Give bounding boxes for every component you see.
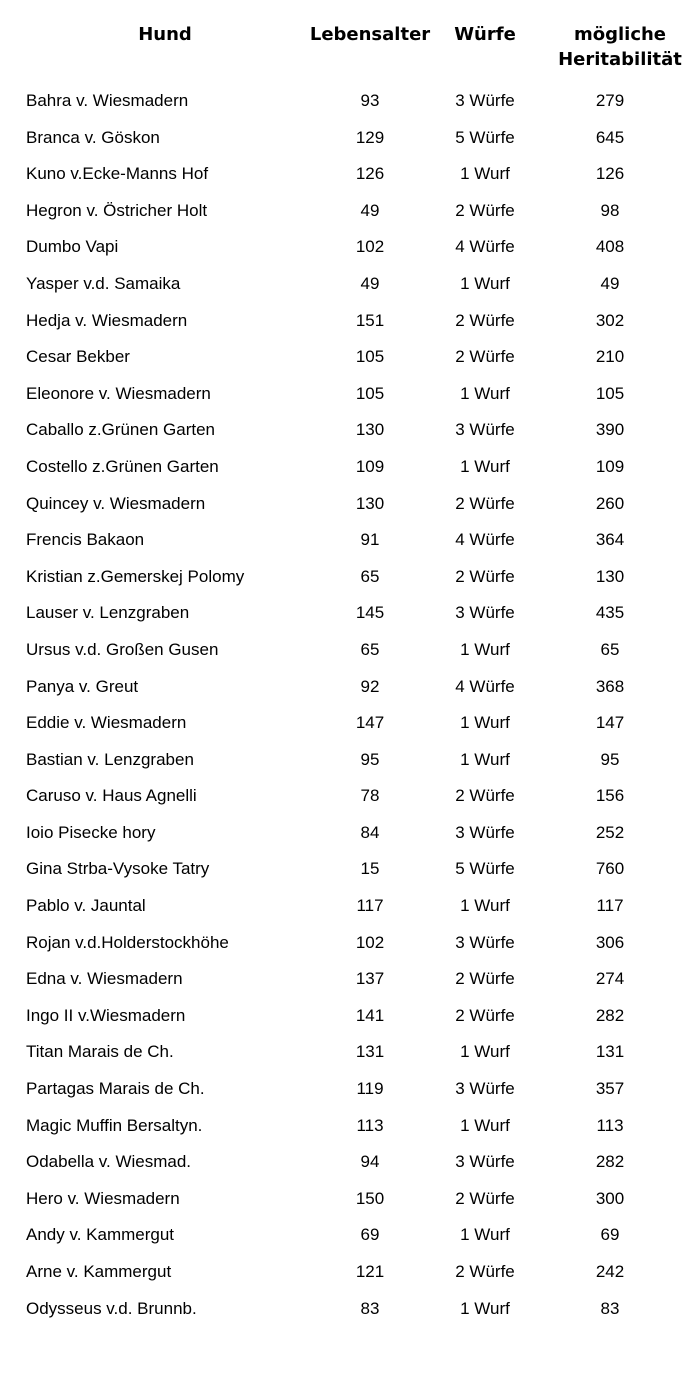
cell-litters: 1 Wurf xyxy=(460,1042,510,1062)
table-row xyxy=(0,741,700,778)
table-row xyxy=(0,1253,700,1290)
cell-heritability: 300 xyxy=(595,1188,625,1208)
column-header-litters: Würfe xyxy=(454,24,516,45)
table-row xyxy=(0,558,700,595)
cell-heritability: 98 xyxy=(600,200,620,220)
cell-name: Quincey v. Wiesmadern xyxy=(26,493,206,513)
cell-litters: 1 Wurf xyxy=(460,456,510,476)
cell-age: 119 xyxy=(356,1079,384,1099)
cell-age: 49 xyxy=(360,200,380,220)
cell-name: Cesar Bekber xyxy=(26,347,130,367)
cell-age: 145 xyxy=(355,603,385,623)
cell-name: Eleonore v. Wiesmadern xyxy=(26,383,211,403)
cell-age: 121 xyxy=(355,1262,385,1281)
cell-age: 94 xyxy=(360,1152,380,1172)
cell-litters: 1 Wurf xyxy=(460,639,510,659)
cell-heritability: 105 xyxy=(595,383,625,403)
cell-name: Panya v. Greut xyxy=(26,676,139,696)
cell-age: 105 xyxy=(355,347,385,367)
cell-heritability: 368 xyxy=(595,676,625,696)
cell-heritability: 131 xyxy=(595,1042,625,1062)
cell-age: 126 xyxy=(355,164,385,184)
cell-age: 131 xyxy=(355,1042,385,1062)
cell-name: Hero v. Wiesmadern xyxy=(26,1188,180,1208)
cell-heritability: 147 xyxy=(595,713,625,733)
cell-heritability: 130 xyxy=(595,566,625,586)
cell-name: Kristian z.Gemerskej Polomy xyxy=(26,566,245,586)
cell-name: Titan Marais de Ch. xyxy=(26,1042,174,1062)
table-row xyxy=(0,668,700,705)
cell-name: Caruso v. Haus Agnelli xyxy=(26,786,197,806)
cell-name: Bastian v. Lenzgraben xyxy=(26,749,194,769)
cell-name: Odysseus v.d. Brunnb. xyxy=(26,1298,197,1318)
cell-name: Arne v. Kammergut xyxy=(26,1262,172,1281)
table-row xyxy=(0,82,700,119)
cell-name: Eddie v. Wiesmadern xyxy=(26,713,187,733)
cell-age: 92 xyxy=(360,676,380,696)
cell-heritability: 156 xyxy=(595,786,625,806)
cell-litters: 3 Würfe xyxy=(455,932,515,952)
column-header-heritability-line2: Heritabilität xyxy=(558,49,682,70)
cell-name: Yasper v.d. Samaika xyxy=(26,273,181,293)
cell-name: Pablo v. Jauntal xyxy=(26,896,146,916)
cell-name: Hedja v. Wiesmadern xyxy=(26,310,188,330)
cell-heritability: 282 xyxy=(595,1005,625,1025)
cell-age: 105 xyxy=(355,383,385,403)
cell-age: 129 xyxy=(355,127,385,147)
cell-age: 69 xyxy=(360,1225,380,1245)
cell-heritability: 210 xyxy=(595,347,625,367)
cell-age: 95 xyxy=(360,749,380,769)
table-row xyxy=(0,448,700,485)
cell-litters: 1 Wurf xyxy=(460,749,510,769)
cell-litters: 1 Wurf xyxy=(460,896,510,916)
cell-heritability: 279 xyxy=(595,91,625,110)
cell-litters: 3 Würfe xyxy=(455,1152,515,1172)
table-row xyxy=(0,411,700,448)
cell-litters: 4 Würfe xyxy=(455,676,515,696)
cell-age: 147 xyxy=(355,713,385,733)
cell-litters: 5 Würfe xyxy=(455,127,515,147)
cell-heritability: 282 xyxy=(595,1152,625,1172)
table-row xyxy=(0,631,700,668)
cell-litters: 3 Würfe xyxy=(455,603,515,623)
column-header-name: Hund xyxy=(138,24,192,45)
cell-litters: 1 Wurf xyxy=(460,1225,510,1245)
cell-age: 65 xyxy=(360,566,380,586)
table-row xyxy=(0,1107,700,1144)
cell-heritability: 69 xyxy=(600,1225,620,1245)
column-header-heritability-line1: mögliche xyxy=(573,24,667,45)
cell-name: Frencis Bakaon xyxy=(26,530,145,550)
table-row xyxy=(0,1290,700,1327)
cell-name: Bahra v. Wiesmadern xyxy=(26,91,189,110)
table-row xyxy=(0,850,700,887)
cell-age: 49 xyxy=(360,273,380,293)
table-row xyxy=(0,887,700,924)
cell-age: 102 xyxy=(355,237,385,257)
cell-name: Ioio Pisecke hory xyxy=(26,822,156,842)
table-row xyxy=(0,997,700,1034)
cell-heritability: 390 xyxy=(595,420,625,440)
cell-age: 83 xyxy=(360,1298,380,1318)
cell-litters: 1 Wurf xyxy=(460,1298,510,1318)
cell-heritability: 252 xyxy=(595,822,625,842)
table-row xyxy=(0,485,700,522)
cell-name: Magic Muffin Bersaltyn. xyxy=(26,1115,203,1135)
table-row xyxy=(0,777,700,814)
table-row xyxy=(0,1180,700,1217)
table-row xyxy=(0,302,700,339)
table-row xyxy=(0,1033,700,1070)
cell-litters: 1 Wurf xyxy=(460,1115,510,1135)
table-row xyxy=(0,265,700,302)
cell-age: 78 xyxy=(360,786,380,806)
table-row xyxy=(0,924,700,961)
cell-heritability: 274 xyxy=(595,969,625,989)
table-row xyxy=(0,704,700,741)
table-row xyxy=(0,1216,700,1253)
cell-litters: 4 Würfe xyxy=(455,530,515,550)
table-row xyxy=(0,155,700,192)
cell-age: 91 xyxy=(360,530,380,550)
cell-litters: 2 Würfe xyxy=(455,566,515,586)
cell-name: Partagas Marais de Ch. xyxy=(26,1079,205,1099)
cell-name: Lauser v. Lenzgraben xyxy=(26,603,190,623)
cell-litters: 3 Würfe xyxy=(455,1079,515,1099)
cell-litters: 2 Würfe xyxy=(455,1262,515,1281)
cell-heritability: 435 xyxy=(595,603,625,623)
cell-litters: 2 Würfe xyxy=(455,200,515,220)
cell-name: Dumbo Vapi xyxy=(26,237,119,257)
cell-litters: 1 Wurf xyxy=(460,383,510,403)
cell-name: Rojan v.d.Holderstockhöhe xyxy=(26,932,229,952)
cell-litters: 5 Würfe xyxy=(455,859,515,879)
cell-name: Ingo II v.Wiesmadern xyxy=(26,1005,186,1025)
cell-heritability: 357 xyxy=(595,1079,625,1099)
cell-heritability: 65 xyxy=(600,639,620,659)
cell-age: 84 xyxy=(360,822,380,842)
cell-age: 141 xyxy=(355,1005,385,1025)
table-row xyxy=(0,1070,700,1107)
cell-heritability: 645 xyxy=(595,127,625,147)
cell-heritability: 113 xyxy=(596,1115,624,1135)
cell-heritability: 760 xyxy=(595,859,625,879)
cell-age: 15 xyxy=(360,859,380,879)
cell-name: Branca v. Göskon xyxy=(26,127,160,147)
cell-litters: 2 Würfe xyxy=(455,1005,515,1025)
cell-litters: 1 Wurf xyxy=(460,273,510,293)
cell-age: 151 xyxy=(355,310,385,330)
cell-age: 130 xyxy=(355,493,385,513)
cell-litters: 2 Würfe xyxy=(455,1188,515,1208)
cell-heritability: 364 xyxy=(595,530,625,550)
cell-heritability: 49 xyxy=(600,273,620,293)
cell-litters: 2 Würfe xyxy=(455,493,515,513)
cell-age: 130 xyxy=(355,420,385,440)
cell-heritability: 408 xyxy=(595,237,625,257)
cell-heritability: 126 xyxy=(595,164,625,184)
cell-age: 93 xyxy=(360,91,380,110)
cell-litters: 3 Würfe xyxy=(455,822,515,842)
cell-heritability: 83 xyxy=(600,1298,620,1318)
cell-litters: 2 Würfe xyxy=(455,347,515,367)
cell-age: 117 xyxy=(356,896,384,916)
cell-age: 109 xyxy=(355,456,385,476)
cell-name: Caballo z.Grünen Garten xyxy=(26,420,215,440)
table-row xyxy=(0,192,700,229)
cell-heritability: 242 xyxy=(595,1262,625,1281)
cell-heritability: 95 xyxy=(600,749,620,769)
cell-heritability: 109 xyxy=(595,456,625,476)
cell-name: Andy v. Kammergut xyxy=(26,1225,175,1245)
cell-age: 137 xyxy=(355,969,385,989)
cell-litters: 2 Würfe xyxy=(455,310,515,330)
cell-name: Kuno v.Ecke-Manns Hof xyxy=(26,164,209,184)
cell-age: 102 xyxy=(355,932,385,952)
table-row xyxy=(0,960,700,997)
cell-name: Odabella v. Wiesmad. xyxy=(26,1152,192,1172)
table-row xyxy=(0,1143,700,1180)
cell-litters: 2 Würfe xyxy=(455,786,515,806)
table-row xyxy=(0,228,700,265)
table-row xyxy=(0,521,700,558)
cell-litters: 1 Wurf xyxy=(460,164,510,184)
cell-heritability: 306 xyxy=(595,932,625,952)
cell-name: Hegron v. Östricher Holt xyxy=(26,200,208,220)
table-header xyxy=(0,18,700,78)
cell-litters: 2 Würfe xyxy=(455,969,515,989)
table-row xyxy=(0,338,700,375)
table-row xyxy=(0,814,700,851)
cell-name: Ursus v.d. Großen Gusen xyxy=(26,639,219,659)
cell-litters: 3 Würfe xyxy=(455,420,515,440)
cell-age: 65 xyxy=(360,639,380,659)
cell-age: 150 xyxy=(355,1188,385,1208)
cell-litters: 3 Würfe xyxy=(455,91,515,110)
table-row xyxy=(0,594,700,631)
cell-litters: 4 Würfe xyxy=(455,237,515,257)
cell-name: Edna v. Wiesmadern xyxy=(26,969,183,989)
table-row xyxy=(0,375,700,412)
cell-heritability: 260 xyxy=(595,493,625,513)
cell-heritability: 117 xyxy=(596,896,624,916)
cell-heritability: 302 xyxy=(595,310,625,330)
column-header-age: Lebensalter xyxy=(309,24,431,45)
cell-name: Gina Strba-Vysoke Tatry xyxy=(26,859,210,879)
cell-litters: 1 Wurf xyxy=(460,713,510,733)
cell-age: 113 xyxy=(356,1115,384,1135)
cell-name: Costello z.Grünen Garten xyxy=(26,456,219,476)
column-header-heritability xyxy=(545,22,695,72)
table-body xyxy=(0,82,700,1326)
table-row xyxy=(0,119,700,156)
